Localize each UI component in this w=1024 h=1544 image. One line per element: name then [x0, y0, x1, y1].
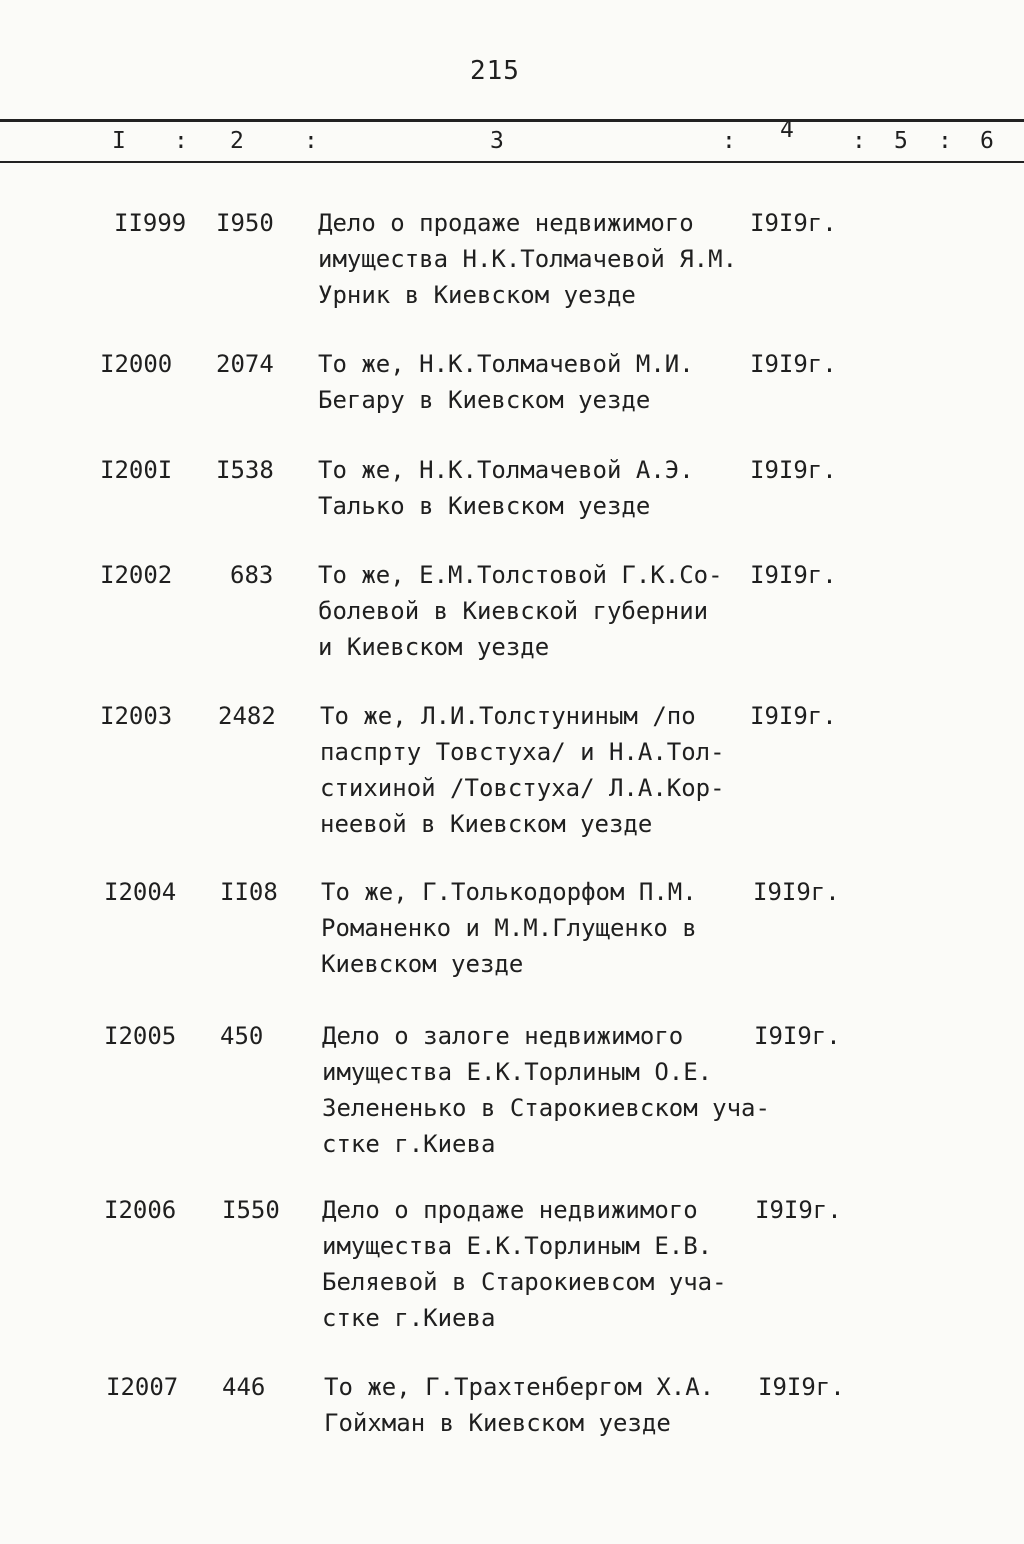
record-number: I2004: [104, 878, 177, 906]
column-header-4: 4: [780, 117, 794, 143]
record-year: I9I9г.: [750, 209, 837, 237]
record-description: Дело о залоге недвижимого имущества Е.К.Торлиным О.Е. Зелененько в Старокиевском уча- стке г.Киева: [322, 1022, 770, 1158]
record-number: I2006: [104, 1196, 177, 1224]
column-separator: :: [852, 128, 866, 154]
record-description: То же, Н.К.Толмачевой А.Э. Талько в Киевском уезде: [318, 456, 694, 520]
column-header-3: 3: [490, 128, 504, 154]
header-bottom-rule: [0, 161, 1024, 163]
old-number: I950: [216, 209, 274, 237]
record-description: То же, Г.Толькодорфом П.М. Романенко и М.М.Глущенко в Киевском уезде: [321, 878, 697, 978]
record-description: Дело о продаже недвижимого имущества Н.К.Толмачевой Я.М. Урник в Киевском уезде: [318, 209, 738, 309]
column-header-5: 5: [894, 128, 908, 154]
record-number: I2005: [104, 1022, 177, 1050]
old-number: I538: [216, 456, 274, 484]
column-header-1: I: [112, 128, 126, 154]
record-description: То же, Л.И.Толстуниным /по паспрту Товстуха/ и Н.А.Тол- стихиной /Товстуха/ Л.А.Кор- неевой в Киевском уезде: [320, 702, 725, 838]
record-year: I9I9г.: [750, 350, 837, 378]
record-description: То же, Е.М.Толстовой Г.К.Со- болевой в Киевской губернии и Киевском уезде: [318, 561, 723, 661]
column-separator: :: [304, 128, 318, 154]
record-number: I2003: [100, 702, 173, 730]
page-number: 215: [470, 56, 520, 86]
old-number: II08: [220, 878, 278, 906]
old-number: I550: [222, 1196, 280, 1224]
column-header-6: 6: [980, 128, 994, 154]
old-number: 446: [222, 1373, 266, 1401]
record-year: I9I9г.: [758, 1373, 845, 1401]
header-top-rule: [0, 119, 1024, 122]
old-number: 683: [230, 561, 274, 589]
column-separator: :: [938, 128, 952, 154]
record-number: I2007: [106, 1373, 179, 1401]
record-year: I9I9г.: [753, 878, 840, 906]
column-separator: :: [722, 128, 736, 154]
record-year: I9I9г.: [755, 1196, 842, 1224]
old-number: 2074: [216, 350, 274, 378]
record-number: II999: [114, 209, 187, 237]
record-number: I2000: [100, 350, 173, 378]
record-number: I2002: [100, 561, 173, 589]
record-year: I9I9г.: [750, 456, 837, 484]
record-year: I9I9г.: [750, 702, 837, 730]
record-description: То же, Г.Трахтенбергом Х.А. Гойхман в Киевском уезде: [324, 1373, 715, 1437]
record-year: I9I9г.: [754, 1022, 841, 1050]
old-number: 450: [220, 1022, 264, 1050]
record-description: Дело о продаже недвижимого имущества Е.К.Торлиным Е.В. Беляевой в Старокиевсом уча- стке г.Киева: [322, 1196, 727, 1332]
column-separator: :: [174, 128, 188, 154]
record-number: I200I: [100, 456, 173, 484]
record-description: То же, Н.К.Толмачевой М.И. Бегару в Киевском уезде: [318, 350, 694, 414]
record-year: I9I9г.: [750, 561, 837, 589]
old-number: 2482: [218, 702, 276, 730]
column-header-2: 2: [230, 128, 244, 154]
